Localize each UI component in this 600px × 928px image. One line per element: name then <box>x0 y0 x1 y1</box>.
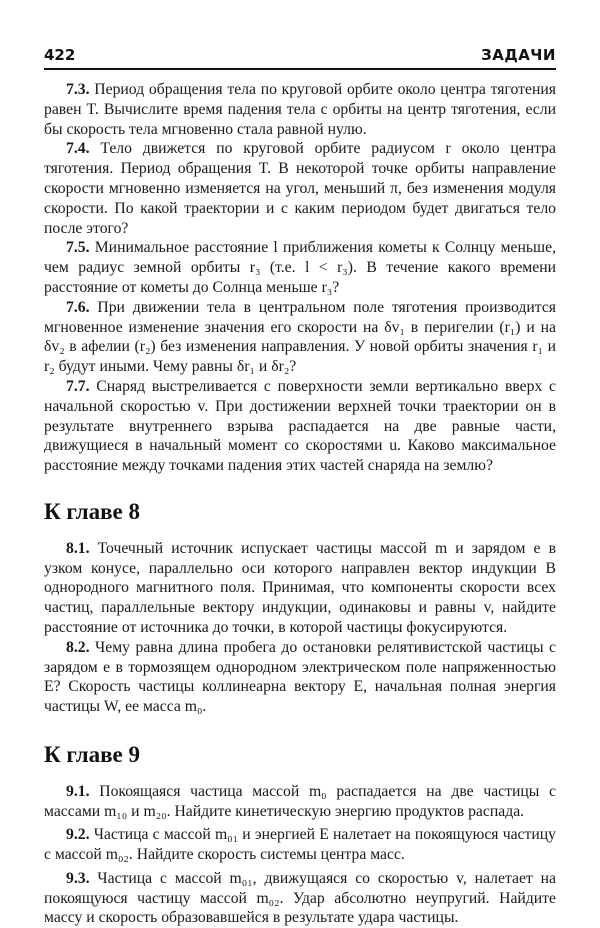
problem-7-3 <box>44 80 556 139</box>
problem-number: 7.7. <box>66 377 90 395</box>
problem-9-3 <box>44 869 556 928</box>
problem-9-2 <box>44 825 556 865</box>
problem-8-2 <box>44 638 556 717</box>
problem-text: Покоящаяся частица массой m₀ распадается на две частицы с массами m₁₀ и m₂₀. Найдите кинетическую энергию продуктов распада. <box>44 782 556 820</box>
problem-7-5 <box>44 238 556 297</box>
problem-number: 9.3. <box>66 869 90 887</box>
problem-7-7 <box>44 377 556 476</box>
problem-text: Минимальное расстояние l приближения кометы к Солнцу меньше, чем радиус земной орбиты r₃ (т.е. l < r₃). В течение какого времени расстояние от кометы до Солнца меньше r₃? <box>44 239 556 296</box>
problem-7-6 <box>44 298 556 377</box>
page-body <box>44 80 556 928</box>
problem-text: Тело движется по круговой орбите радиусом r около центра тяготения. Период обращения T. В некоторой точке орбиты направление скорости мгновенно изменяется на угол, меньший π, без изменения модуля скорости. По какой траектории и с каким периодом будет двигаться тело после этого? <box>44 140 556 237</box>
problem-8-1 <box>44 539 556 638</box>
problem-text: Частица с массой m₀₁, движущаяся со скоростью v, налетает на покоящуюся частицу массой m₀₂. Удар абсолютно неупругий. Найдите массу и скорость образовавшейся в результате удара частицы. <box>44 869 556 927</box>
page-number: 422 <box>44 46 76 64</box>
problem-7-4 <box>44 139 556 238</box>
problem-text: Чему равна длина пробега до остановки релятивистской частицы с зарядом e в тормозящем однородном электрическом поле напряженностью E? Скорость частицы коллинеарна вектору E, начальная полная энергия частицы W, ее масса m₀. <box>44 638 556 716</box>
running-title: ЗАДАЧИ <box>481 46 556 64</box>
problem-9-1 <box>44 782 556 822</box>
problem-number: 7.5. <box>66 239 90 257</box>
problem-text: При движении тела в центральном поле тяготения производится мгновенное изменение значения его скорости на δv₁ в перигелии (r₁) и на δv₂ в афелии (r₂) без изменения направления. У новой орбиты значения r₁ и r₂ будут иными. Чему равны δr₁ и δr₂? <box>44 298 557 376</box>
problem-text: Частица с массой m₀₁ и энергией E налетает на покоящуюся частицу с массой m₀₂. Найдите скорость системы центра масс. <box>44 826 557 864</box>
running-header <box>44 44 556 70</box>
problem-text: Период обращения тела по круговой орбите около центра тяготения равен T. Вычислите время падения тела с орбиты на центр тяготения, если бы скорость тела мгновенно стала равной нулю. <box>44 81 556 138</box>
chapter-9-heading: К главе 9 <box>44 741 140 767</box>
problem-number: 9.2. <box>66 826 90 844</box>
chapter-8-heading: К главе 8 <box>44 498 140 524</box>
problem-text: Снаряд выстреливается с поверхности земли вертикально вверх с начальной скоростью v. При достижении верхней точки траектории он в результате внутреннего взрыва распадается на две равные части, движущиеся в начальный момент со скоростями u. Каково максимальное расстояние между точками падения этих частей снаряда на землю? <box>44 377 556 475</box>
problem-number: 9.1. <box>66 782 90 800</box>
problem-number: 8.1. <box>66 539 90 557</box>
problem-number: 7.4. <box>66 140 90 158</box>
problem-text: Точечный источник испускает частицы массой m и зарядом e в узком конусе, параллельно оси которого направлен вектор индукции B однородного магнитного поля. Принимая, что компоненты скорости всех частиц, параллельные вектору индукции, одинаковы и равны v, найдите расстояние от источника до точки, в которой частицы фокусируются. <box>44 539 556 636</box>
problem-number: 8.2. <box>66 638 90 656</box>
problem-number: 7.3. <box>66 81 90 98</box>
problem-number: 7.6. <box>66 298 90 316</box>
